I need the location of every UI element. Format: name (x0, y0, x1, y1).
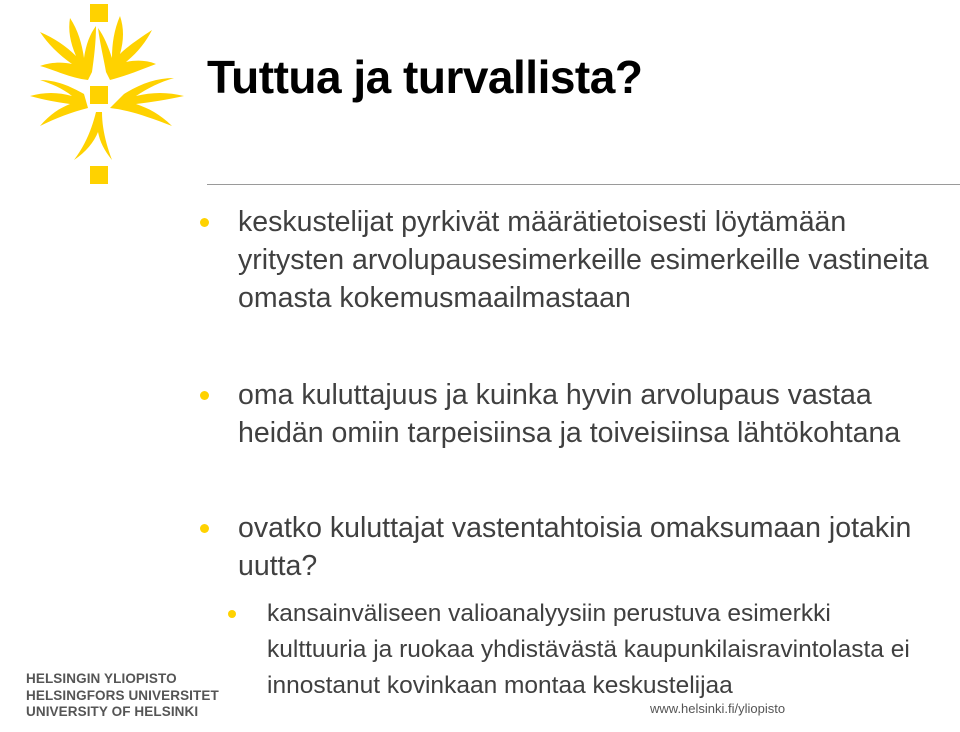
sub-bullet-text: kansainväliseen valioanalyysiin perustuva esimerkki kulttuuria ja ruokaa yhdistävästä kaupunkilaisravintolasta ei innostanut kovinkaan montaa keskustelijaa (267, 600, 910, 699)
footer-url: www.helsinki.fi/yliopisto (650, 701, 786, 716)
sub-bullet-item (228, 596, 928, 704)
university-name-en: UNIVERSITY OF HELSINKI (26, 704, 199, 719)
university-name-block (26, 671, 219, 721)
helsinki-flame-logo-icon (0, 0, 200, 200)
bullet-dot-icon (228, 610, 236, 618)
slide-title: Tuttua ja turvallista? (207, 51, 643, 103)
bullet-item (198, 376, 943, 452)
university-name-fi: HELSINGIN YLIOPISTO (26, 671, 177, 686)
title-divider (207, 184, 960, 185)
bullet-text: ovatko kuluttajat vastentahtoisia omaksumaan jotakin uutta? (238, 512, 912, 582)
bullet-item (198, 509, 943, 585)
bullet-dot-icon (200, 524, 209, 533)
bullet-dot-icon (200, 218, 209, 227)
bullet-text: oma kuluttajuus ja kuinka hyvin arvolupaus vastaa heidän omiin tarpeisiinsa ja toiveisiinsa lähtökohtana (238, 379, 901, 449)
bullet-text: keskustelijat pyrkivät määrätietoisesti löytämään yritysten arvolupausesimerkeille esimerkeille vastineita omasta kokemusmaailmastaan (238, 206, 929, 314)
bullet-item (198, 203, 943, 317)
bullet-dot-icon (200, 391, 209, 400)
university-name-sv: HELSINGFORS UNIVERSITET (26, 687, 219, 703)
